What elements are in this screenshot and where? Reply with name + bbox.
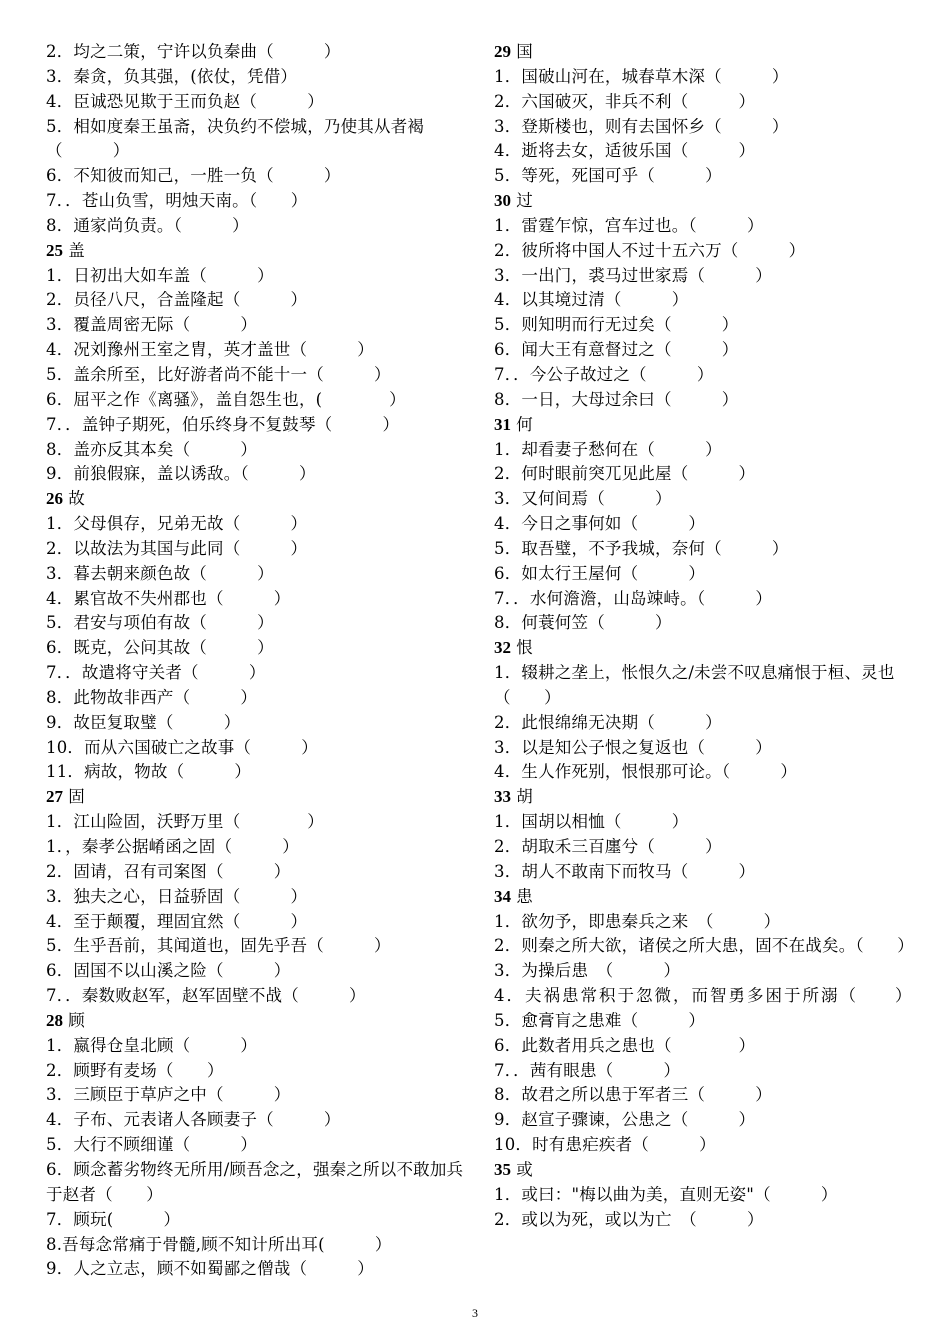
exercise-item: 5．盖余所至，比好游者尚不能十一（ ） (46, 364, 391, 384)
exercise-item: 5．取吾璧，不予我城，奈何（ ） (494, 538, 789, 558)
exercise-item: 5．大行不顾细谨（ ） (46, 1135, 258, 1155)
section-character: 国 (516, 42, 533, 61)
section-character: 过 (516, 191, 533, 211)
exercise-item: 1．国破山河在，城春草木深（ ） (494, 66, 789, 86)
section-character: 或 (516, 1159, 533, 1179)
exercise-item: 10．时有患疟疾者（ ） (494, 1135, 716, 1155)
exercise-item: 8．盖亦反其本矣（ ） (46, 439, 258, 459)
section-number: 29 (494, 42, 511, 61)
section-character: 盖 (68, 240, 85, 260)
exercise-item: 2．员径八尺，合盖隆起（ ） (46, 290, 308, 310)
exercise-item: 3．暮去朝来颜色故（ ） (46, 563, 274, 583)
section-number: 30 (494, 191, 511, 211)
exercise-item: 3．登斯楼也，则有去国怀乡（ ） (494, 116, 789, 136)
exercise-item: 6．既克，公问其故（ ） (46, 638, 274, 658)
exercise-item: 4．生人作死别，恨恨那可论。（ ） (494, 762, 798, 782)
section-heading (46, 239, 464, 264)
exercise-item: 2．六国破灭，非兵不利（ ） (494, 91, 756, 111)
exercise-item: 4．今日之事何如（ ） (494, 514, 706, 534)
section-character: 患 (516, 886, 533, 906)
exercise-item: 8．故君之所以患于军者三（ ） (494, 1085, 772, 1105)
exercise-item: 3．又何间焉（ ） (494, 489, 672, 509)
exercise-item: 3．秦贪，负其强，(依仗，凭借） (46, 66, 298, 86)
left-column (46, 40, 464, 1282)
section-number: 28 (46, 1010, 63, 1030)
exercise-item: 1．却看妻子愁何在（ ） (494, 439, 722, 459)
section-number: 25 (46, 240, 63, 260)
exercise-item: 5．相如度秦王虽斋，决负约不偿城，乃使其从者褐 （ ） (46, 116, 441, 161)
section-character: 故 (68, 489, 85, 509)
exercise-item: 5．君安与项伯有故（ ） (46, 613, 274, 633)
exercise-item: 6．固国不以山溪之险（ ） (46, 961, 291, 981)
section-heading (494, 413, 912, 438)
section-character: 固 (68, 787, 85, 807)
section-character: 恨 (516, 638, 533, 658)
exercise-item: 7．．盖钟子期死，伯乐终身不复鼓琴（ ） (46, 414, 400, 434)
exercise-item: 2．以故法为其国与此同（ ） (46, 538, 308, 558)
exercise-item: 1．嬴得仓皇北顾（ ） (46, 1035, 258, 1055)
exercise-item: 6．不知彼而知己，一胜一负（ ） (46, 166, 341, 186)
exercise-item: 4．子布、元表诸人各顾妻子（ ） (46, 1110, 341, 1130)
section-character: 何 (516, 414, 533, 434)
exercise-item: 8．通家尚负责。（ ） (46, 215, 249, 235)
section-heading (494, 40, 912, 65)
exercise-item: 1．，秦孝公据崤函之固（ ） (46, 837, 299, 856)
exercise-item: 6．屈平之作《离骚》，盖自怨生也，( ） (46, 389, 406, 409)
exercise-item: 7．．水何澹澹，山岛竦峙。（ ） (494, 588, 773, 608)
exercise-item: 5．愈膏肓之患难（ ） (494, 1010, 706, 1030)
section-heading (494, 636, 912, 661)
section-heading (494, 1158, 912, 1183)
section-number: 33 (494, 787, 511, 807)
exercise-item: 5．生乎吾前，其闻道也，固先乎吾（ ） (46, 936, 391, 956)
exercise-item: 2．何时眼前突兀见此屋（ ） (494, 464, 756, 484)
exercise-item: 9．前狼假寐，盖以诱敌。（ ） (46, 464, 316, 484)
exercise-item: 6．此数者用兵之患也（ ） (494, 1035, 756, 1055)
exercise-item: 3．三顾臣于草庐之中（ ） (46, 1085, 291, 1105)
exercise-item: 4．夫祸患常积于忽微，而智勇多困于所溺（ ） (494, 986, 914, 1006)
exercise-item: 8．何蓑何笠（ ） (494, 613, 672, 633)
section-heading (46, 1009, 464, 1034)
exercise-item: 1．辍耕之垄上，怅恨久之/未尝不叹息痛恨于桓、灵也（ ） (494, 663, 895, 707)
section-character: 顾 (68, 1010, 85, 1030)
exercise-item: 4．臣诚恐见欺于王而负赵（ ） (46, 91, 324, 111)
exercise-item: 1．江山险固，沃野万里（ ） (46, 812, 324, 832)
exercise-item: 7．．故遣将守关者（ ） (46, 663, 266, 683)
exercise-item: 8．此物故非西产（ ） (46, 687, 258, 707)
exercise-item: 2．胡取禾三百廛兮（ ） (494, 837, 722, 856)
exercise-item: 2．彼所将中国人不过十五六万（ ） (494, 240, 806, 260)
exercise-item: 9．故臣复取璧（ ） (46, 712, 241, 732)
exercise-item: 4．累官故不失州郡也（ ） (46, 588, 291, 608)
exercise-item: 6．如太行王屋何（ ） (494, 563, 706, 583)
exercise-item: 11．病故，物故（ ） (46, 762, 252, 782)
exercise-item: 10．而从六国破亡之故事（ ） (46, 737, 318, 757)
exercise-item: 7．．今公子故过之（ ） (494, 364, 714, 384)
section-character: 胡 (516, 787, 533, 807)
section-heading (494, 885, 912, 910)
exercise-item: 4．以其境过清（ ） (494, 290, 689, 310)
section-number: 27 (46, 787, 63, 807)
exercise-item: 1．雷霆乍惊，宫车过也。（ ） (494, 215, 764, 235)
exercise-item: 9．赵宣子骤谏，公患之（ ） (494, 1110, 756, 1130)
exercise-item: 4．至于颠覆，理固宜然（ ） (46, 911, 308, 931)
exercise-item: 3．以是知公子恨之复返也（ ） (494, 737, 772, 757)
section-number: 26 (46, 489, 63, 509)
exercise-item: 2．则秦之所大欲，诸侯之所大患，固不在战矣。（ ） (494, 936, 914, 956)
exercise-item: 5．则知明而行无过矣（ ） (494, 315, 739, 335)
exercise-item: 9．人之立志，顾不如蜀鄙之僧哉（ ） (46, 1259, 374, 1279)
section-number: 35 (494, 1159, 511, 1179)
exercise-item: 1．日初出大如车盖（ ） (46, 265, 274, 285)
exercise-item: 1．国胡以相恤（ ） (494, 812, 689, 832)
section-heading (46, 785, 464, 810)
exercise-item: 7．．秦数败赵军，赵军固壁不战（ ） (46, 986, 366, 1006)
exercise-item: 2．均之二策，宁许以负秦曲（ ） (46, 42, 341, 61)
page-number: 3 (472, 1306, 478, 1320)
exercise-item: 3．为操后患 （ ） (494, 961, 681, 981)
exercise-item: 2．此恨绵绵无决期（ ） (494, 712, 722, 732)
exercise-item: 3．一出门，裘马过世家焉（ ） (494, 265, 772, 285)
exercise-item: 5．等死，死国可乎（ ） (494, 166, 722, 186)
exercise-item: 3．胡人不敢南下而牧马（ ） (494, 861, 756, 881)
exercise-item: 4．逝将去女，适彼乐国（ ） (494, 141, 756, 161)
exercise-item: 2．顾野有麦场（ ） (46, 1060, 224, 1080)
exercise-item: 1．父母俱存，兄弟无故（ ） (46, 514, 308, 534)
exercise-item: 6．顾念蓄劣物终无所用/顾吾念之，强秦之所以不敢加兵于赵者（ ） (46, 1159, 464, 1204)
exercise-item: 1．欲勿予，即患秦兵之来 （ ） (494, 911, 781, 931)
exercise-item: 4．况刘豫州王室之胄，英才盖世（ ） (46, 340, 374, 360)
section-heading (46, 487, 464, 512)
exercise-item: 7．顾玩( ） (46, 1209, 181, 1229)
exercise-item: 2．或以为死，或以为亡 （ ） (494, 1209, 764, 1229)
exercise-item: 7．．苍山负雪，明烛天南。（ ） (46, 191, 308, 211)
section-heading (494, 785, 912, 810)
exercise-item: 7．．茜有眼患（ ） (494, 1060, 681, 1080)
exercise-item: 8．一日，大母过余曰（ ） (494, 389, 739, 409)
exercise-item: 3．覆盖周密无际（ ） (46, 315, 258, 335)
exercise-item: 1．或曰："梅以曲为美，直则无姿"（ ） (494, 1184, 838, 1204)
exercise-item: 3．独夫之心，日益骄固（ ） (46, 886, 308, 906)
section-number: 34 (494, 886, 511, 906)
exercise-item: 2．固请，召有司案图（ ） (46, 861, 291, 881)
section-heading (494, 189, 912, 214)
exercise-item: 6．闻大王有意督过之（ ） (494, 340, 739, 360)
section-number: 32 (494, 638, 511, 658)
section-number: 31 (494, 414, 511, 434)
right-column (494, 40, 912, 1233)
exercise-item: 8.吾每念常痛于骨髓,顾不知计所出耳( ） (46, 1234, 392, 1254)
